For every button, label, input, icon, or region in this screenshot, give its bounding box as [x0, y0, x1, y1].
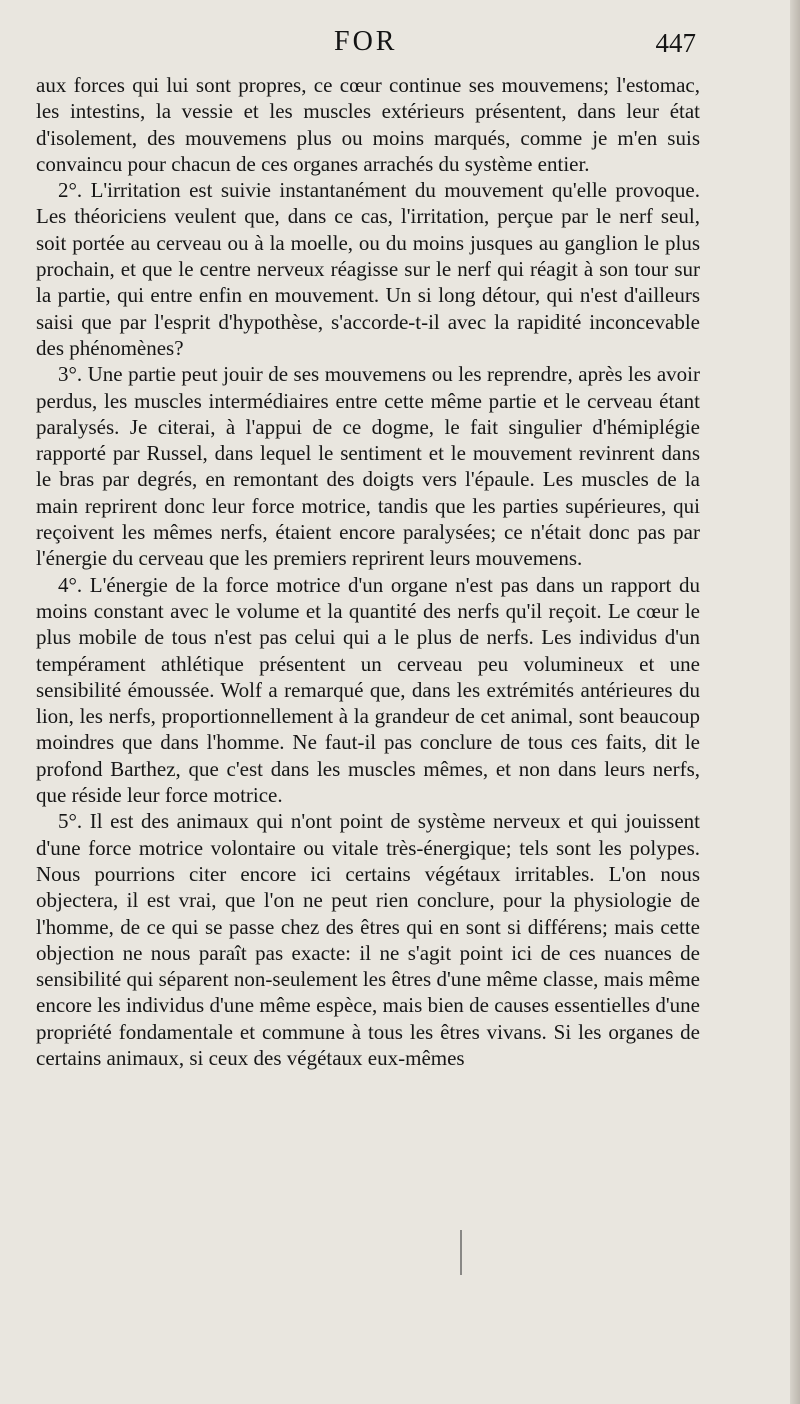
ink-mark — [460, 1230, 462, 1275]
body-text — [36, 72, 700, 1071]
paragraph-2: 2°. L'irritation est suivie instantanément du mouvement qu'elle provoque. Les théoriciens veulent que, dans ce cas, l'irritation, perçue par le nerf seul, soit portée au cerveau ou à la moelle, ou du moins jusques au ganglion le plus prochain, et que le centre nerveux réagisse sur le nerf qui réagit à son tour sur la partie, qui entre enfin en mouvement. Un si long détour, qui n'est d'ailleurs saisi que par l'esprit d'hypothèse, s'accorde-t-il avec la rapidité inconcevable des phénomènes? — [36, 178, 700, 360]
paragraph-4: 4°. L'énergie de la force motrice d'un organe n'est pas dans un rapport du moins constant avec le volume et la quantité des nerfs qu'il reçoit. Le cœur le plus mobile de tous n'est pas celui qui a le plus de nerfs. Les individus d'un tempérament athlétique présentent un cerveau peu volumineux et une sensibilité émoussée. Wolf a remarqué que, dans les extrémités antérieures du lion, les nerfs, proportionnellement à la grandeur de cet animal, sont beaucoup moindres que dans l'homme. Ne faut-il pas conclure de tous ces faits, dit le profond Barthez, que c'est dans les muscles mêmes, et non dans leurs nerfs, que réside leur force motrice. — [36, 572, 700, 808]
paragraph-3: 3°. Une partie peut jouir de ses mouvemens ou les reprendre, après les avoir perdus, les muscles intermédiaires entre cette même partie et le cerveau étant paralysés. Je citerai, à l'appui de ce dogme, le fait singulier d'hémiplégie rapporté par Russel, dans lequel le sentiment et le mouvement revinrent dans le bras par degrés, en remontant des doigts vers l'épaule. Les muscles de la main reprirent donc leur force motrice, tandis que les parties supérieures, qui reçoivent les mêmes nerfs, étaient encore paralysées; ce n'était donc pas par l'énergie du cerveau que les premiers reprirent leurs mouvemens. — [36, 362, 700, 571]
page-number: 447 — [655, 28, 696, 58]
page-edge — [790, 0, 800, 1404]
running-head — [36, 26, 700, 66]
paragraph-5: 5°. Il est des animaux qui n'ont point de système nerveux et qui jouissent d'une force motrice volontaire ou vitale très-énergique; tels sont les polypes. Nous pourrions citer encore ici certains végétaux irritables. L'on nous objectera, il est vrai, que l'on ne peut rien conclure, pour la physiologie de l'homme, de ce qui se passe chez des êtres qui en sont si différens; mais cette objection ne nous paraît pas exacte: il ne s'agit point ici de ces nuances de sensibilité qui séparent non-seulement les êtres d'une même classe, mais même encore les individus d'une même espèce, mais bien de causes essentielles d'une propriété fondamentale et commune à tous les êtres vivans. Si les organes de certains animaux, si ceux des végétaux eux-mêmes — [36, 809, 700, 1070]
running-title: FOR — [334, 26, 398, 57]
paragraph-continuation: aux forces qui lui sont propres, ce cœur continue ses mouvemens; l'estomac, les intestins, la vessie et les muscles extérieurs présentent, dans leur état d'isolement, des mouvemens plus ou moins marqués, comme je m'en suis convaincu pour chacun de ces organes arrachés du système entier. — [36, 73, 700, 176]
